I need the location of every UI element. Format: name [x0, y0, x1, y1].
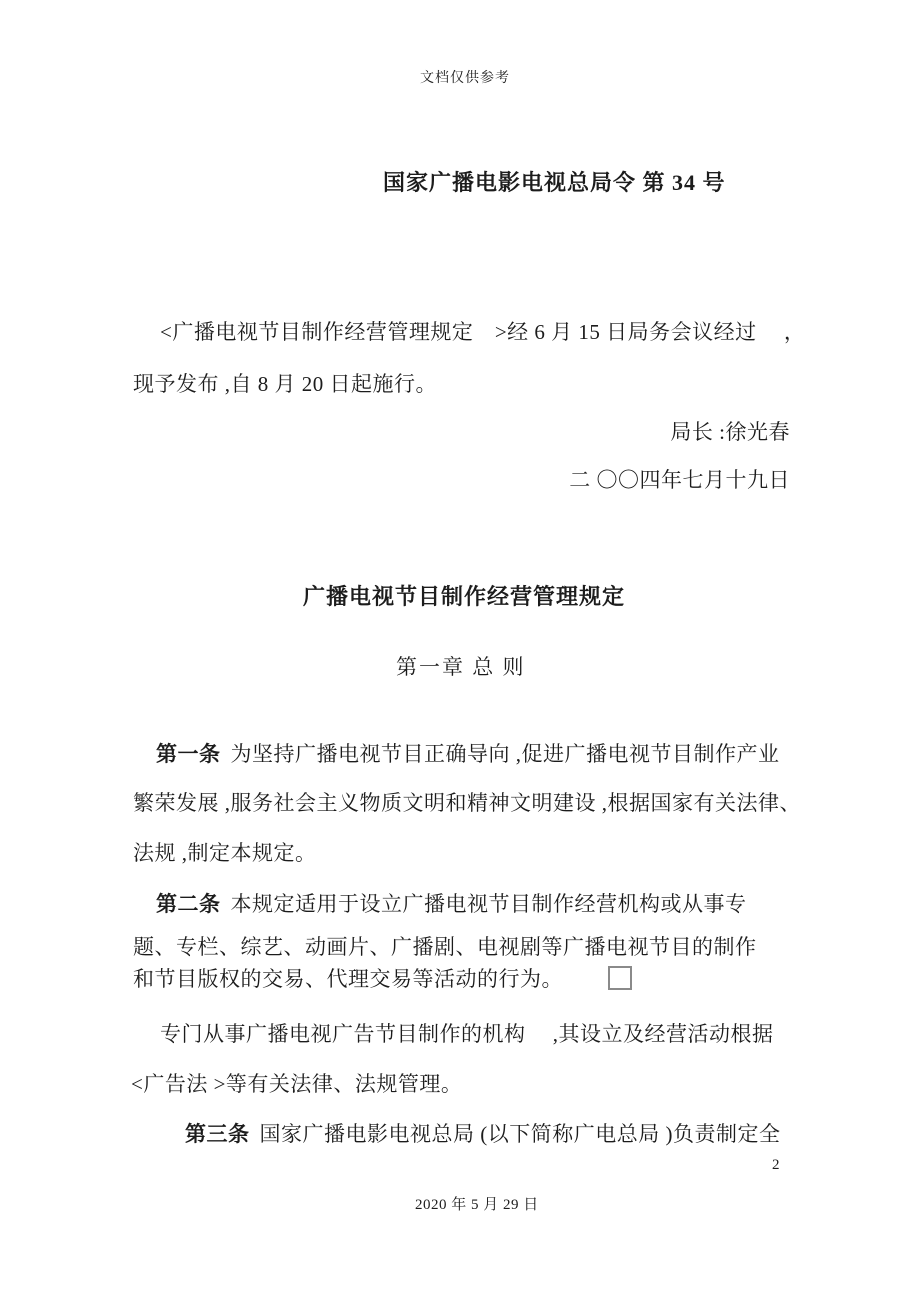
chapter-heading: 第一章 总 则: [396, 655, 526, 679]
article2-para2-line2: <广告法 >等有关法律、法规管理。: [131, 1072, 463, 1096]
article1-line1: [156, 741, 780, 767]
decree-title: 国家广播电影电视总局令 第 34 号: [383, 170, 726, 195]
regulation-heading: 广播电视节目制作经营管理规定: [303, 584, 626, 609]
page-number: 2: [772, 1157, 780, 1173]
article1-text1: 为坚持广播电视节目正确导向 ,促进广播电视节目制作产业: [230, 742, 780, 766]
article2-line1: [156, 891, 747, 917]
article1-number: 第一条: [156, 742, 221, 766]
empty-box-glyph: [608, 966, 632, 990]
article2-number: 第二条: [156, 892, 221, 916]
article3-line1: [185, 1121, 780, 1147]
article2-line2: 题、专栏、综艺、动画片、广播剧、电视剧等广播电视节目的制作: [133, 935, 757, 959]
article2-para2-line1: 专门从事广播电视广告节目制作的机构 ,其设立及经营活动根据: [160, 1022, 774, 1046]
signature-date-line: 二 〇〇四年七月十九日: [569, 468, 790, 492]
footer-date: 2020 年 5 月 29 日: [415, 1197, 539, 1213]
intro-line-2: 现予发布 ,自 8 月 20 日起施行。: [133, 372, 437, 396]
header-note: 文档仅供参考: [420, 71, 510, 86]
article1-line2: 繁荣发展 ,服务社会主义物质文明和精神文明建设 ,根据国家有关法律、: [133, 791, 801, 815]
article3-text1: 国家广播电影电视总局 (以下简称广电总局 )负责制定全: [259, 1122, 781, 1146]
article3-number: 第三条: [185, 1122, 250, 1146]
intro-line-1: <广播电视节目制作经营管理规定 >经 6 月 15 日局务会议经过 ，: [160, 320, 806, 344]
article2-line3: 和节目版权的交易、代理交易等活动的行为。: [133, 967, 563, 991]
article1-line3: 法规 ,制定本规定。: [133, 841, 317, 865]
signature-line: 局长 :徐光春: [670, 420, 790, 444]
article2-text1: 本规定适用于设立广播电视节目制作经营机构或从事专: [230, 892, 747, 916]
